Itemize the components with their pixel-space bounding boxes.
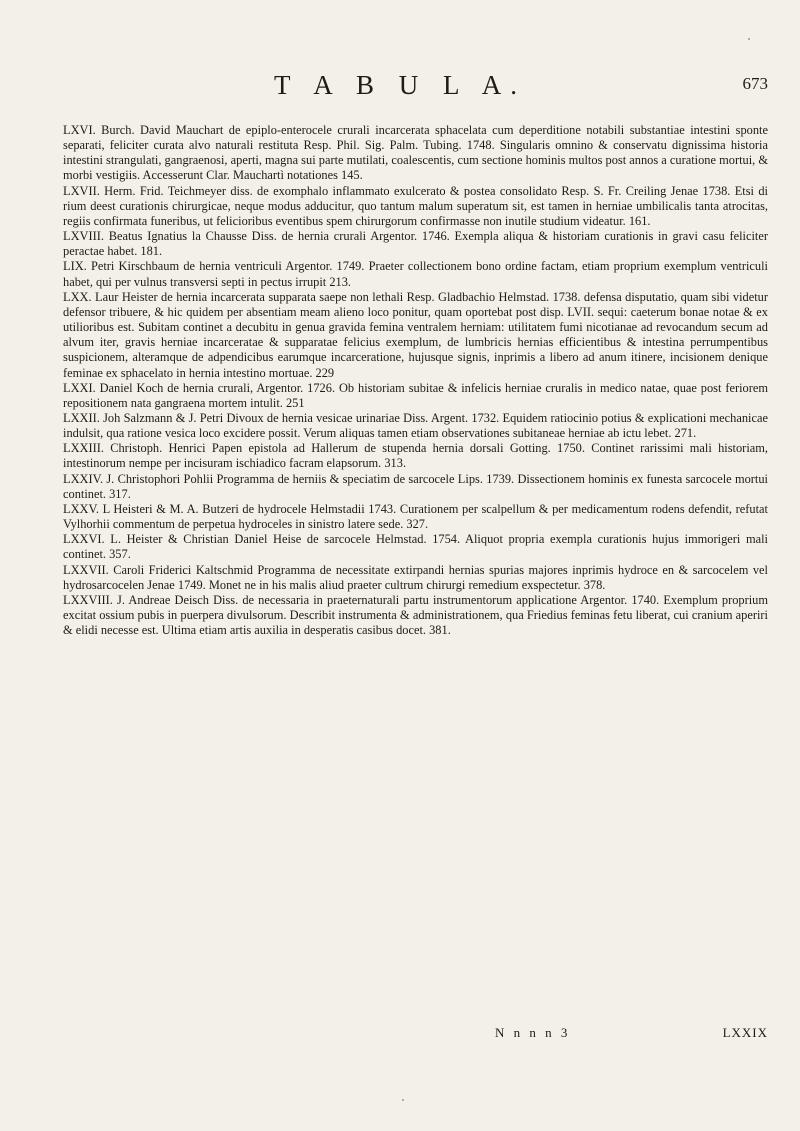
toc-entry: LXXIV. J. Christophori Pohlii Programma de herniis & speciatim de sarcocele Lips. 1739. Dissectionem hominis ex funesta sarcocele mortui continet. 317. [63, 471, 768, 501]
page-footer [63, 1025, 768, 1043]
toc-entry: LXXIII. Christoph. Henrici Papen epistola ad Hallerum de stupenda hernia dorsali Gotting. 1750. Continet rarissimi mali historiam, intestinorum nempe per incisuram ischiadico facram elapsorum. 313. [63, 441, 768, 471]
table-of-contents-body [63, 123, 768, 638]
toc-entry: LXX. Laur Heister de hernia incarcerata supparata saepe non lethali Resp. Gladbachio Helmstad. 1738. defensa disputatio, quam sibi videtur defensor tribuere, & hic quidem per absentiam meam alieno loco ponitur, quam oportebat post disp. LVII. sequi: caeterum bonae notae & ex utilioribus est. Subitam continet a decubitu in genua gravida femina ventralem herniam: utilitatem fumi nicotianae ad revocandum secum ad alvum iter, gravis herniae incarceratae & supparatae felicius exemplum, de lumbricis hernias efficientibus & intestina perrumpentibus suspicionem, alteramque de adpendicibus earumque incarceratione, hujusque signis, inprimis a libero ad anum itinere, incisionem denique feminae ex sphacelato in hernia intestino mortuae. 229 [63, 289, 768, 380]
signature-mark: N n n n 3 [495, 1025, 571, 1040]
toc-entry: LXXV. L Heisteri & M. A. Butzeri de hydrocele Helmstadii 1743. Curationem per scalpellum & per medicamentum rodens defendit, refutat Vylhorhii commentum de perpetua hydroceles in sinistro latere sede. 327. [63, 501, 768, 532]
toc-entry: LXXI. Daniel Koch de hernia crurali, Argentor. 1726. Ob historiam subitae & infelicis herniae cruralis in medico natae, quae post feriorem repositionem nata gangraena mortem intulit. 251 [63, 380, 768, 410]
toc-entry: LIX. Petri Kirschbaum de hernia ventriculi Argentor. 1749. Praeter collectionem bono ordine factam, etiam proprium exemplum ventriculi habet, qui per vulnus transversi septi in pectus irrupit 213. [63, 259, 768, 289]
toc-entry: LXVII. Herm. Frid. Teichmeyer diss. de exomphalo inflammato exulcerato & postea consolidato Resp. S. Fr. Creiling Jenae 1738. Etsi di rium deest curationis chirurgicae, neque modus adducitur, quo tantum malum superatum sit, est tamen in herniae umbilicalis tanta atrocitas, regiis confirmata funeribus, ut felicioribus eventibus spem chirurgorum confirmasse non inutile studium videatur. 161. [63, 183, 768, 228]
toc-entry: LXVIII. Beatus Ignatius la Chausse Diss. de hernia crurali Argentor. 1746. Exempla aliqua & historiam curationis in gravi casu feliciter peractae habet. 181. [63, 229, 768, 259]
toc-entry: LXXVI. L. Heister & Christian Daniel Heise de sarcocele Helmstad. 1754. Aliquot propria exempla curationis hujus immorigeri mali continet. 357. [63, 532, 768, 562]
toc-entry: LXVI. Burch. David Mauchart de epiplo-enterocele crurali incarcerata sphacelata cum deperditione notabili substantiae intestini sponte separati, feliciter curata alvo naturali restituta Resp. Phil. Sig. Palm. Tubing. 1748. Singularis omnino & conservatu dignissima historia intestini strangulati, gangraenosi, aperti, magna sui parte mutilati, coalescentis, cum sectione hominis multos post annos a curatione mortui, & morbi vestigiis. Accesserunt Clar. Mauchartì notationes 145. [63, 123, 768, 183]
running-title: T A B U L A. [273, 70, 527, 100]
toc-entry: LXXVII. Caroli Friderici Kaltschmid Programma de necessitate extirpandi hernias spurias majores inprimis hydroce en & sarcocelem vel hydrosarcocelen Jenae 1749. Monet ne in his malis aliud praeter cultrum chirurgi remedium exspectetur. 378. [63, 562, 768, 592]
page-header [0, 70, 800, 110]
page-number: 673 [742, 74, 768, 93]
toc-entry: LXXII. Joh Salzmann & J. Petri Divoux de hernia vesicae urinariae Diss. Argent. 1732. Equidem ratiocinio potius & explicationi mechanicae indulsit, qua ratione vesica loco excidere possit. Verum aliquas tamen etiam observationes subitaneae herniae ab ictu lebet. 271. [63, 410, 768, 441]
paper-speck [748, 38, 750, 40]
catchword: LXXIX [722, 1025, 768, 1040]
toc-entry: LXXVIII. J. Andreae Deisch Diss. de necessaria in praeternaturali partu instrumentorum applicatione Argentor. 1740. Exemplum proprium excitat ossium pubis in puerpera divulsorum. Describit instrumenta & administrationem, qua Friedius feminas fetu liberat, cui cranium aperiri & elidi necesse est. Ultima etiam artis auxilia in desperatis casibus docet. 381. [63, 592, 768, 638]
paper-speck [402, 1099, 404, 1101]
